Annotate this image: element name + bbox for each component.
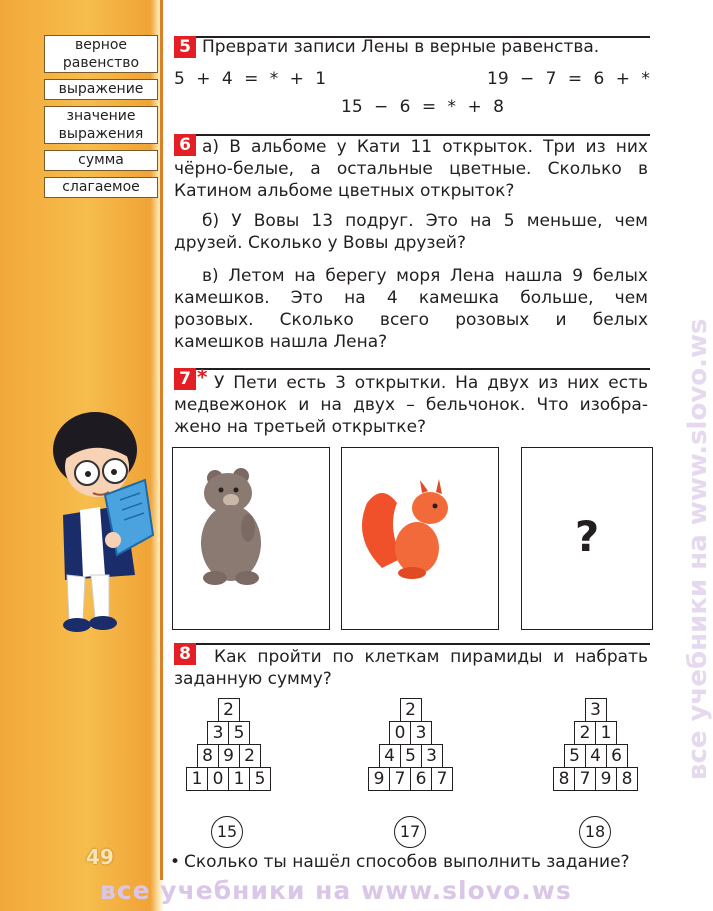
star-mark: * <box>197 365 208 389</box>
pyramid-cell: 1 <box>595 721 617 745</box>
problem-line: камешков. Это на 4 камешка больше, чем <box>174 288 648 308</box>
glossary <box>44 35 158 204</box>
pyramid-cell: 5 <box>400 744 422 768</box>
pyramid-cell: 2 <box>400 698 422 722</box>
pyramid-cell: 5 <box>564 744 586 768</box>
pyramid-cell: 9 <box>218 744 240 768</box>
equation: 5 + 4 = * + 1 <box>174 69 327 89</box>
watermark-side: все учебники на www.slovo.ws <box>683 318 713 780</box>
margin-line <box>160 0 163 880</box>
problem-line: а) В альбоме у Кати 11 открыток. Три из них <box>202 137 648 157</box>
pyramid <box>176 698 280 790</box>
problem-line: заданную сумму? <box>174 669 332 689</box>
target-sum: 17 <box>394 816 426 848</box>
problem-line: жено на третьей открытке? <box>174 417 427 437</box>
bear-cub-illustration <box>173 448 329 629</box>
problem-line: чёрно-белые, а остальные цветные. Сколько в <box>174 159 648 179</box>
exercise-7-number: 7 <box>174 368 196 390</box>
pyramid-cell: 4 <box>379 744 401 768</box>
boy-with-book-illustration <box>25 405 160 635</box>
problem-line: камешков нашла Лена? <box>174 332 388 352</box>
watermark-bottom: все учебники на www.slovo.ws <box>100 876 572 905</box>
pyramid-cell: 0 <box>389 721 411 745</box>
pyramid-cell: 1 <box>186 767 208 791</box>
exercise-5-title: Преврати записи Лены в верные равенства. <box>202 37 600 57</box>
glossary-term: значение выражения <box>44 106 158 144</box>
problem-line: Катином альбоме цветных открыток? <box>174 181 515 201</box>
pyramid-cell: 5 <box>249 767 271 791</box>
problem-line: Как пройти по клеткам пирамиды и набрать <box>214 647 648 667</box>
target-sum: 15 <box>211 816 243 848</box>
card-unknown <box>521 447 653 630</box>
pyramid-cell: 7 <box>389 767 411 791</box>
problem-line: в) Летом на берегу моря Лена нашла 9 белых <box>202 266 648 286</box>
card-bear <box>172 447 330 630</box>
glossary-term: слагаемое <box>44 177 158 198</box>
equation: 15 − 6 = * + 8 <box>341 97 504 117</box>
glossary-term: выражение <box>44 79 158 100</box>
exercise-5-number: 5 <box>174 36 196 58</box>
pyramid-cell: 0 <box>207 767 229 791</box>
pyramid-cell: 2 <box>218 698 240 722</box>
question-mark: ? <box>574 511 600 561</box>
problem-line: медвежонок и на двух – бельчонок. Что изобра- <box>174 395 648 415</box>
glossary-term: сумма <box>44 150 158 171</box>
problem-line: друзей. Сколько у Вовы друзей? <box>174 233 467 253</box>
exercise-6-number: 6 <box>174 134 196 156</box>
pyramid-cell: 7 <box>574 767 596 791</box>
final-question: Сколько ты нашёл способов выполнить задание? <box>184 852 630 872</box>
pyramid <box>358 698 462 790</box>
pyramid <box>543 698 647 790</box>
glossary-term: верное равенство <box>44 35 158 73</box>
pyramid-cell: 3 <box>585 698 607 722</box>
equation: 19 − 7 = 6 + * <box>487 69 650 89</box>
card-squirrel <box>341 447 499 630</box>
pyramid-cell: 8 <box>553 767 575 791</box>
bullet-icon: • <box>170 852 181 872</box>
problem-line: розовых. Сколько всего розовых и белых <box>174 310 648 330</box>
pyramid-cell: 3 <box>410 721 432 745</box>
pyramid-cell: 1 <box>228 767 250 791</box>
pyramid-cell: 5 <box>228 721 250 745</box>
pyramid-cell: 3 <box>421 744 443 768</box>
pyramid-cell: 9 <box>368 767 390 791</box>
page-number: 49 <box>86 845 114 869</box>
pyramid-cell: 8 <box>616 767 638 791</box>
problem-line: У Пети есть 3 открытки. На двух из них есть <box>214 373 648 393</box>
pyramid-cell: 9 <box>595 767 617 791</box>
pyramid-cell: 6 <box>410 767 432 791</box>
pyramid-cell: 7 <box>431 767 453 791</box>
squirrel-illustration <box>342 448 498 629</box>
pyramid-cell: 2 <box>574 721 596 745</box>
problem-line: б) У Вовы 13 подруг. Это на 5 меньше, чем <box>202 211 648 231</box>
target-sum: 18 <box>579 816 611 848</box>
pyramid-cell: 4 <box>585 744 607 768</box>
pyramid-cell: 2 <box>239 744 261 768</box>
pyramid-cell: 6 <box>606 744 628 768</box>
pyramid-cell: 8 <box>197 744 219 768</box>
pyramid-cell: 3 <box>207 721 229 745</box>
exercise-8-number: 8 <box>174 643 196 665</box>
